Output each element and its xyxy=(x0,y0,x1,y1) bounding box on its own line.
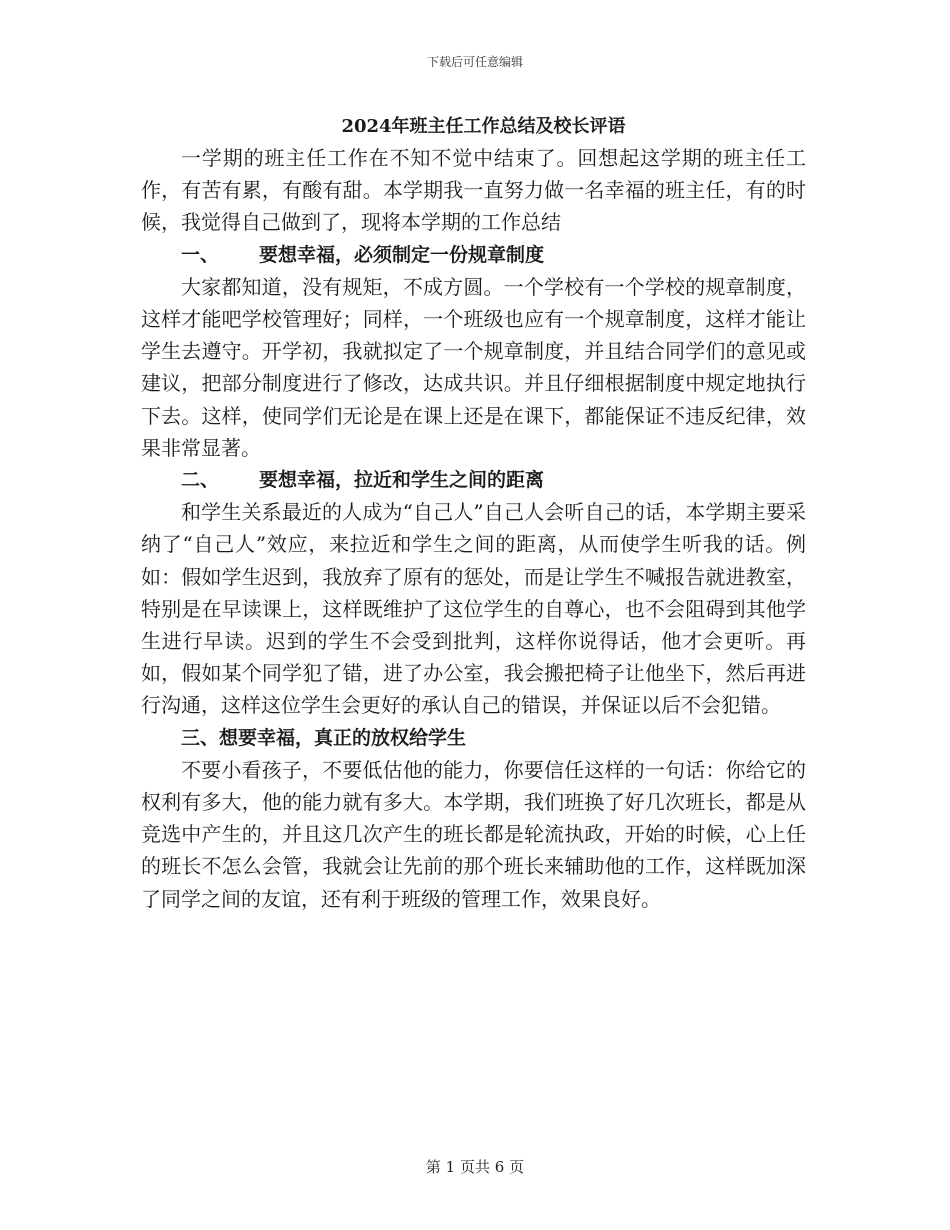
section-1-heading xyxy=(141,239,806,271)
section-2-title: 要想幸福，拉近和学生之间的距离 xyxy=(259,469,545,492)
section-2-number: 二、 xyxy=(181,469,220,492)
section-1-title: 要想幸福，必须制定一份规章制度 xyxy=(259,243,545,266)
section-1-body: 大家都知道，没有规矩，不成方圆。一个学校有一个学校的规章制度，这样才能吧学校管理好；同样，一个班级也应有一个规章制度，这样才能让学生去遵守。开学初，我就拟定了一个规章制度，并且结合同学们的意见或建议，把部分制度进行了修改，达成共识。并且仔细根据制度中规定地执行下去。这样，使同学们无论是在课上还是在课下，都能保证不违反纪律，效果非常显著。 xyxy=(141,274,806,460)
document-title: 2024年班主任工作总结及校长评语 xyxy=(341,116,626,137)
section-3-body: 不要小看孩子，不要低估他的能力，你要信任这样的一句话：你给它的权利有多大，他的能力就有多大。本学期，我们班换了好几次班长，都是从竞选中产生的，并且这几次产生的班长都是轮流执政，开始的时候，心上任的班长不怎么会管，我就会让先前的那个班长来辅助他的工作，这样既加深了同学之间的友谊，还有利于班级的管理工作，效果良好。 xyxy=(141,757,806,911)
header-note: 下载后可任意编辑 xyxy=(426,55,523,69)
document-content xyxy=(141,112,806,915)
section-2-heading xyxy=(141,464,806,496)
section-2-body: 和学生关系最近的人成为“自己人”自己人会听自己的话，本学期主要采纳了“自己人”效应，来拉近和学生之间的距离，从而使学生听我的话。例如：假如学生迟到，我放弃了原有的惩处，而是让学生不喊报告就进教室，特别是在早读课上，这样既维护了这位学生的自尊心，也不会阻碍到其他学生进行早读。迟到的学生不会受到批判，这样你说得话，他才会更听。再如，假如某个同学犯了错，进了办公室，我会搬把椅子让他坐下，然后再进行沟通，这样这位学生会更好的承认自己的错误，并保证以后不会犯错。 xyxy=(141,500,806,718)
intro-paragraph: 一学期的班主任工作在不知不觉中结束了。回想起这学期的班主任工作，有苦有累，有酸有甜。本学期我一直努力做一名幸福的班主任，有的时候，我觉得自己做到了，现将本学期的工作总结 xyxy=(141,146,806,235)
section-3-heading: 三、想要幸福，真正的放权给学生 xyxy=(181,726,467,749)
section-1-number: 一、 xyxy=(181,243,220,266)
page-number-footer: 第 1 页共 6 页 xyxy=(425,1158,525,1176)
